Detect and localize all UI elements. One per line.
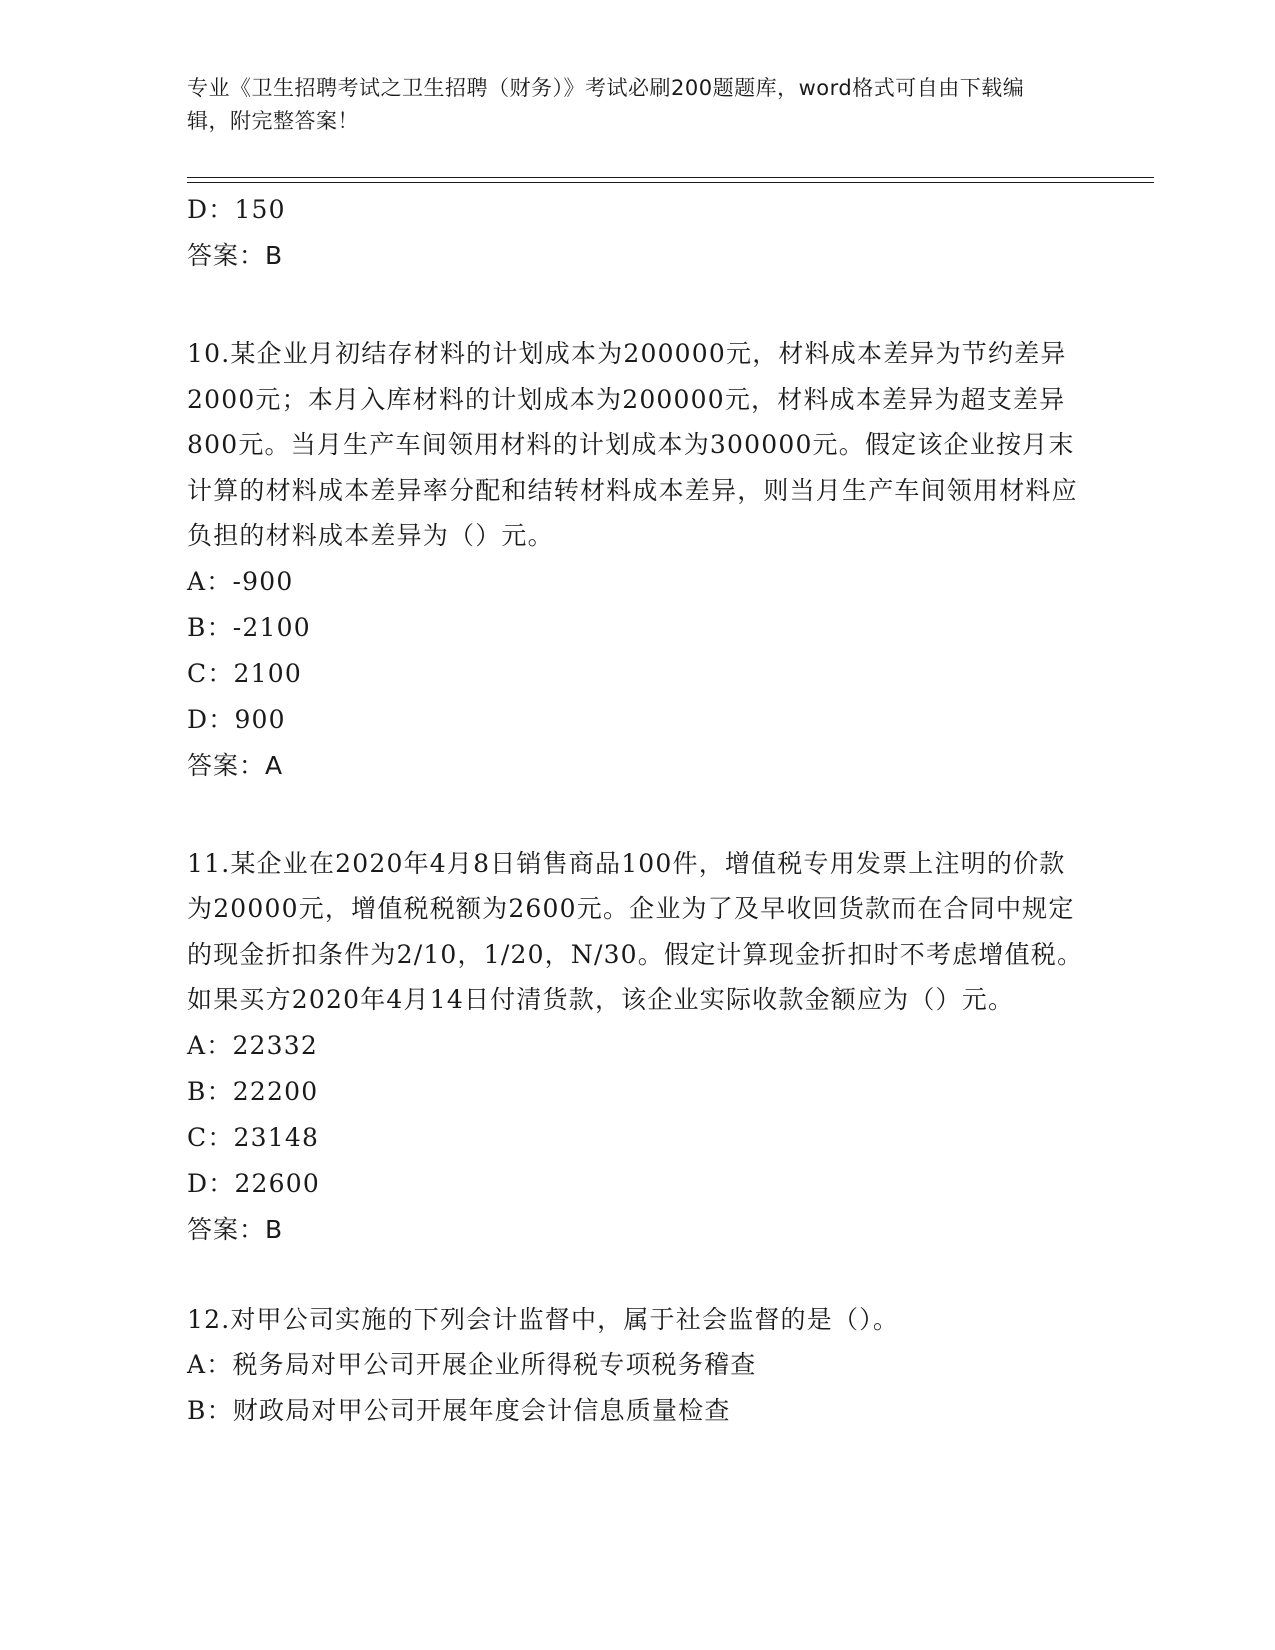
question-10-option-a: A：-900 bbox=[187, 566, 294, 596]
question-10-option-b: B：-2100 bbox=[187, 612, 311, 642]
question-12-stem: 12.对甲公司实施的下列会计监督中，属于社会监督的是（）。 bbox=[187, 1304, 900, 1334]
header-rule-bottom bbox=[187, 182, 1154, 183]
question-12-option-b: B：财政局对甲公司开展年度会计信息质量检查 bbox=[187, 1396, 731, 1425]
question-10-stem: 10.某企业月初结存材料的计划成本为200000元，材料成本差异为节约差异2000元；本月入库材料的计划成本为200000元，材料成本差异为超支差异800元。当月生产车间领用材料的计划成本为300000元。假定该企业按月末计算的材料成本差异率分配和结转材料成本差异，则当月生产车间领用材料应负担的材料成本差异为（）元。 bbox=[187, 339, 1078, 550]
question-11-option-c: C：23148 bbox=[187, 1122, 320, 1152]
page-header: 专业《卫生招聘考试之卫生招聘（财务）》考试必刷200题题库，word格式可自由下载编辑，附完整答案！ bbox=[187, 76, 1025, 133]
question-11-option-d: D：22600 bbox=[187, 1168, 320, 1198]
question-11-option-a: A：22332 bbox=[187, 1030, 318, 1060]
question-10-answer: 答案：A bbox=[187, 750, 284, 780]
question-10-option-d: D：900 bbox=[187, 704, 286, 734]
header-rule-top bbox=[187, 177, 1154, 178]
question-11-stem: 11.某企业在2020年4月8日销售商品100件，增值税专用发票上注明的价款为20000元，增值税税额为2600元。企业为了及早收回货款而在合同中规定的现金折扣条件为2/10，1/20，N/30。假定计算现金折扣时不考虑增值税。如果买方2020年4月14日付清货款，该企业实际收款金额应为（）元。 bbox=[187, 848, 1084, 1014]
question-11-answer: 答案：B bbox=[187, 1214, 284, 1244]
prev-option-d: D：150 bbox=[187, 195, 286, 224]
question-11-option-b: B：22200 bbox=[187, 1076, 319, 1106]
question-10-option-c: C：2100 bbox=[187, 658, 302, 688]
prev-answer: 答案：B bbox=[187, 241, 284, 270]
question-12-option-a: A：税务局对甲公司开展企业所得税专项税务稽查 bbox=[187, 1350, 757, 1379]
document-body bbox=[187, 187, 1087, 1434]
